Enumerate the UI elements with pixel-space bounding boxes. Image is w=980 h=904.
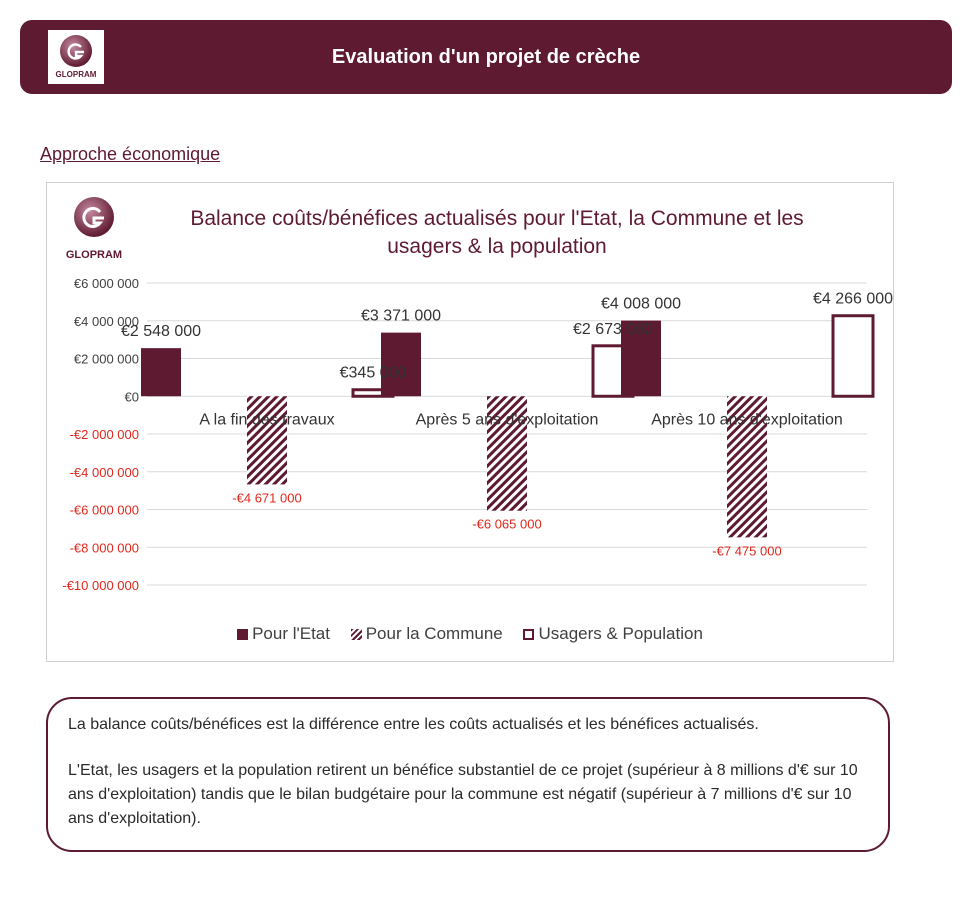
legend-item-commune xyxy=(351,624,503,644)
legend-label-usagers: Usagers & Population xyxy=(538,623,703,643)
banner-logo-text: GLOPRAM xyxy=(55,70,97,79)
bar-usagers xyxy=(833,316,873,397)
y-tick-label: -€10 000 000 xyxy=(62,578,139,593)
y-tick-label: -€2 000 000 xyxy=(69,427,139,442)
chart-logo-text: GLOPRAM xyxy=(65,249,123,261)
bar-etat xyxy=(141,348,181,396)
y-tick-label: -€8 000 000 xyxy=(69,540,139,556)
legend-item-etat xyxy=(237,624,330,644)
data-label: €3 371 000 xyxy=(360,307,442,325)
note-paragraph-1: La balance coûts/bénéfices est la différence entre les coûts actualisés et les bénéfices actualisés. xyxy=(68,716,759,733)
chart-title-line-2: usagers & la population xyxy=(387,235,607,258)
bar-commune xyxy=(247,396,287,484)
data-label: €4 266 000 xyxy=(812,290,893,308)
chart-title-line-1: Balance coûts/bénéfices actualisés pour l'Etat, la Commune et les xyxy=(190,207,804,230)
legend-swatch-etat xyxy=(237,629,248,640)
x-category-label: A la fin des travaux xyxy=(199,411,335,429)
legend-label-commune: Pour la Commune xyxy=(365,623,503,643)
legend-swatch-usagers xyxy=(523,629,534,640)
data-label: €4 008 000 xyxy=(600,295,682,313)
header-banner xyxy=(20,20,952,94)
x-category-label: Après 10 ans d'exploitation xyxy=(651,411,843,429)
y-tick-label: -€6 000 000 xyxy=(69,502,139,518)
summary-note xyxy=(46,697,890,852)
data-label: €2 673 000 xyxy=(572,320,654,338)
legend-label-etat: Pour l'Etat xyxy=(252,623,330,643)
chart-legend xyxy=(47,623,893,644)
legend-swatch-commune xyxy=(351,629,362,640)
data-label: -€7 475 000 xyxy=(712,543,782,559)
y-tick-label: -€4 000 000 xyxy=(69,464,139,480)
data-label: €345 000 xyxy=(339,364,407,382)
bar-chart xyxy=(47,183,893,661)
y-tick-label: €0 xyxy=(124,389,139,405)
section-title: Approche économique xyxy=(40,144,221,164)
y-tick-label: €6 000 000 xyxy=(73,276,139,291)
data-label: -€4 671 000 xyxy=(232,490,302,506)
page-title: Evaluation d'un projet de crèche xyxy=(331,46,641,68)
legend-item-usagers xyxy=(523,624,702,644)
data-label: -€6 065 000 xyxy=(472,516,542,532)
note-paragraph-2: L'Etat, les usagers et la population retirent un bénéfice substantiel de ce projet (supérieur à 8 millions d'€ sur 10 ans d'exploitation) tandis que le bilan budgétaire pour la commune est négatif (supérieur à 7 millions d'€ sur 10 ans d'exploitation). xyxy=(68,762,858,827)
data-label: €2 548 000 xyxy=(120,323,202,341)
y-tick-label: €4 000 000 xyxy=(73,313,139,329)
y-tick-label: €2 000 000 xyxy=(73,351,139,367)
chart-container xyxy=(46,182,894,662)
x-category-label: Après 5 ans d'exploitation xyxy=(415,411,599,429)
